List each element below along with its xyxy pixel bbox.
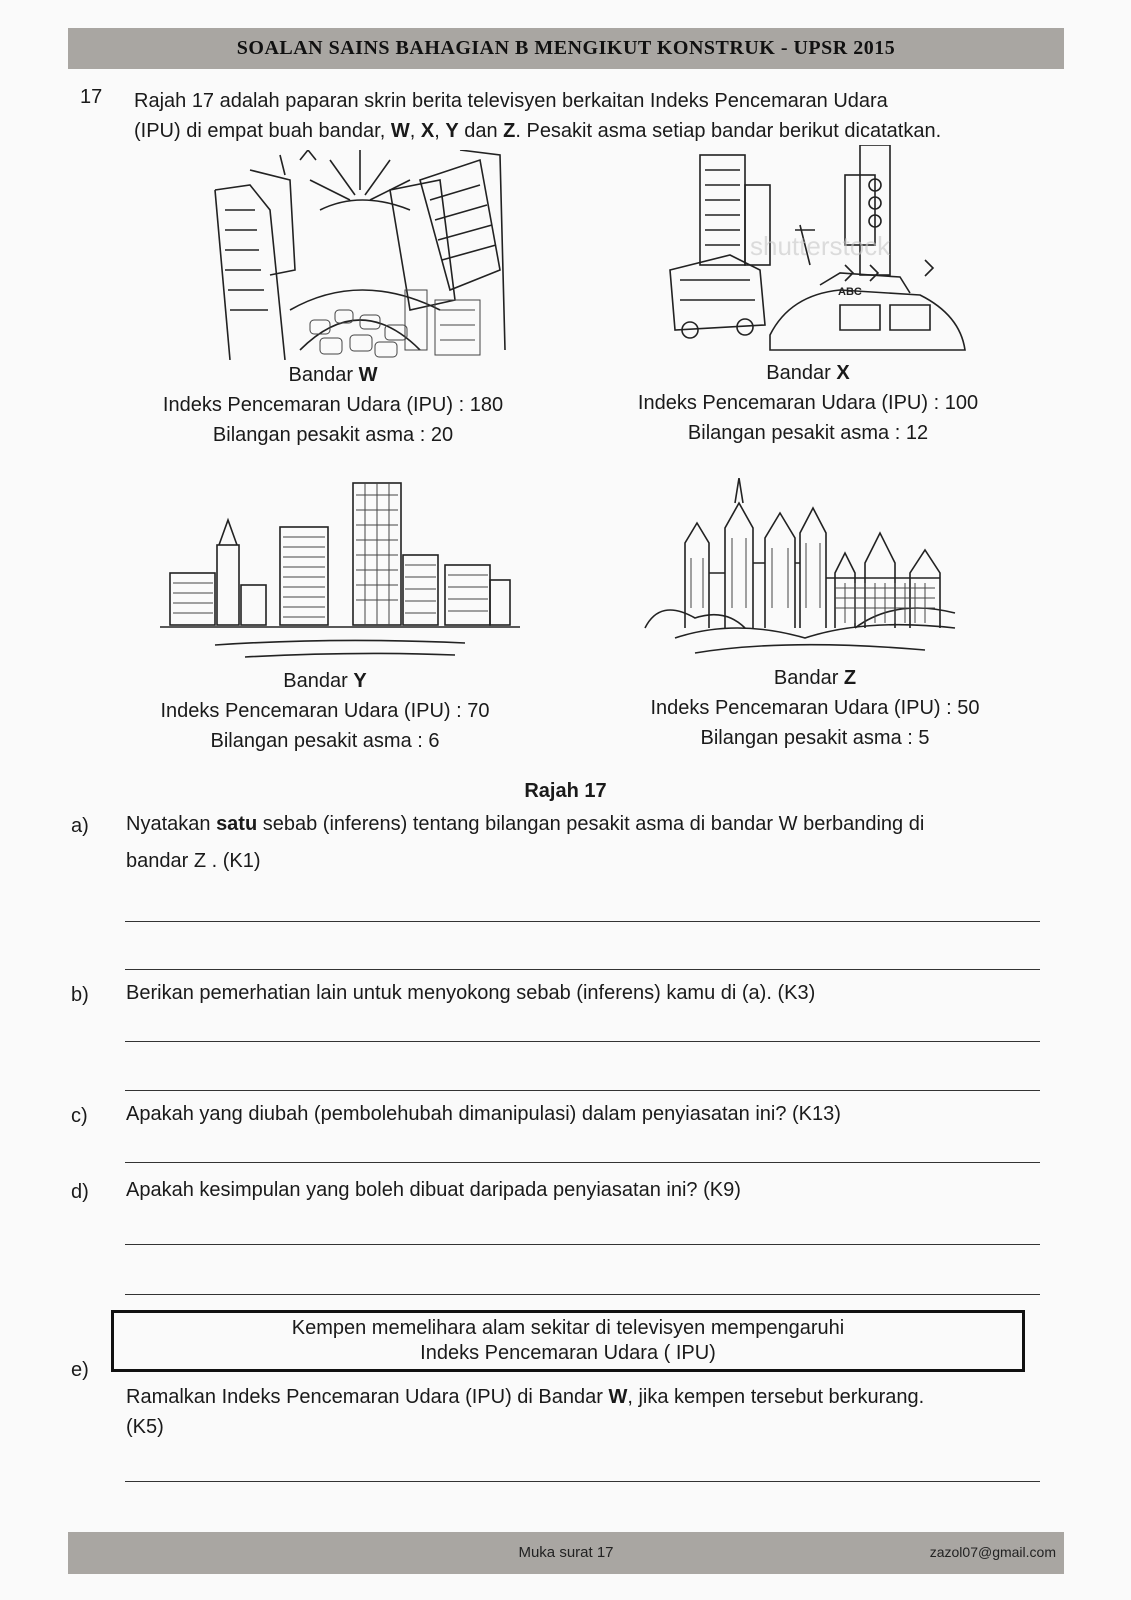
page-header <box>68 28 1064 69</box>
part-c-text: Apakah yang diubah (pembolehubah dimanipulasi) dalam penyiasatan ini? (K13) <box>126 1103 841 1125</box>
letter-x: X <box>420 120 435 142</box>
part-e-label: e) <box>71 1359 89 1381</box>
city-z-asthma: Bilangan pesakit asma : 5 <box>700 727 930 749</box>
intro-line-2 <box>134 116 1064 146</box>
part-b-text: Berikan pemerhatian lain untuk menyokong sebab (inferens) kamu di (a). (K3) <box>126 982 816 1004</box>
text: Nyatakan <box>126 813 217 835</box>
answer-line[interactable] <box>125 1294 1040 1295</box>
city-x-asthma: Bilangan pesakit asma : 12 <box>687 422 929 444</box>
question-intro <box>134 86 1064 146</box>
part-e-text <box>126 1382 1046 1442</box>
answer-line[interactable] <box>125 1244 1040 1245</box>
footer-email: zazol07@gmail.com <box>929 1544 1056 1560</box>
campaign-box <box>111 1310 1025 1372</box>
city-z-ipu: Indeks Pencemaran Udara (IPU) : 50 <box>650 697 980 719</box>
text: , jika kempen tersebut berkurang. <box>627 1386 925 1408</box>
city-x-sketch-image <box>660 145 970 355</box>
city-y-asthma: Bilangan pesakit asma : 6 <box>210 730 440 752</box>
part-a-line-1 <box>126 806 1046 843</box>
city-letter: W <box>358 364 378 386</box>
header-title: SOALAN SAINS BAHAGIAN B MENGIKUT KONSTRUK - UPSR 2015 <box>236 37 896 59</box>
city-y-info <box>125 666 525 756</box>
bold-text: satu <box>216 813 258 835</box>
part-a-label: a) <box>71 815 89 837</box>
part-c-label: c) <box>71 1105 88 1127</box>
city-y-name <box>125 666 525 696</box>
question-number: 17 <box>80 86 103 108</box>
city-x-ipu: Indeks Pencemaran Udara (IPU) : 100 <box>637 392 979 414</box>
part-e-line-2: (K5) <box>126 1416 164 1438</box>
text: Ramalkan Indeks Pencemaran Udara (IPU) di Bandar <box>126 1386 609 1408</box>
city-letter: X <box>836 362 850 384</box>
city-z-name <box>615 663 1015 693</box>
city-prefix: Bandar <box>283 670 354 692</box>
letter-y: Y <box>445 120 459 142</box>
city-w-name <box>133 360 533 390</box>
city-y-ipu: Indeks Pencemaran Udara (IPU) : 70 <box>160 700 490 722</box>
page-number: Muka surat 17 <box>518 1544 614 1561</box>
part-d-label: d) <box>71 1181 89 1203</box>
city-w-info <box>133 360 533 450</box>
city-y-sketch-image <box>155 465 525 665</box>
letter-z: Z <box>503 120 516 142</box>
city-z-sketch-image <box>635 478 970 668</box>
answer-line[interactable] <box>125 1041 1040 1042</box>
intro-text: . Pesakit asma setiap bandar berikut dicatatkan. <box>515 120 942 142</box>
part-a-text <box>126 806 1046 880</box>
city-w-ipu: Indeks Pencemaran Udara (IPU) : 180 <box>162 394 504 416</box>
city-x-name <box>608 358 1008 388</box>
box-line-1: Kempen memelihara alam sekitar di televisyen mempengaruhi <box>291 1317 845 1339</box>
city-letter: Z <box>843 667 857 689</box>
intro-text: (IPU) di empat buah bandar, <box>134 120 391 142</box>
watermark-text: shutterstock <box>750 231 891 261</box>
part-d-text: Apakah kesimpulan yang boleh dibuat daripada penyiasatan ini? (K9) <box>126 1179 741 1201</box>
answer-line[interactable] <box>125 969 1040 970</box>
city-letter: Y <box>353 670 367 692</box>
intro-line-1: Rajah 17 adalah paparan skrin berita televisyen berkaitan Indeks Pencemaran Udara <box>134 90 888 112</box>
answer-line[interactable] <box>125 1481 1040 1482</box>
city-prefix: Bandar <box>288 364 359 386</box>
city-w-sketch-image <box>210 150 510 360</box>
part-b-label: b) <box>71 984 89 1006</box>
letter-w: W <box>390 120 410 142</box>
bold-text: W <box>608 1386 628 1408</box>
sep: , <box>409 120 421 142</box>
answer-line[interactable] <box>125 921 1040 922</box>
figure-caption: Rajah 17 <box>524 780 607 802</box>
text: sebab (inferens) tentang bilangan pesakit asma di bandar W berbanding di <box>257 813 925 835</box>
part-e-line-1 <box>126 1382 1046 1412</box>
answer-line[interactable] <box>125 1162 1040 1163</box>
city-z-info <box>615 663 1015 753</box>
city-prefix: Bandar <box>766 362 837 384</box>
svg-text:ABC: ABC <box>838 286 862 298</box>
city-prefix: Bandar <box>773 667 844 689</box>
sep: , <box>434 120 446 142</box>
box-line-2: Indeks Pencemaran Udara ( IPU) <box>420 1342 716 1364</box>
city-w-asthma: Bilangan pesakit asma : 20 <box>212 424 454 446</box>
sep: dan <box>458 120 504 142</box>
answer-line[interactable] <box>125 1090 1040 1091</box>
page-footer <box>68 1532 1064 1574</box>
part-a-line-2: bandar Z . (K1) <box>126 850 261 872</box>
city-x-info <box>608 358 1008 448</box>
